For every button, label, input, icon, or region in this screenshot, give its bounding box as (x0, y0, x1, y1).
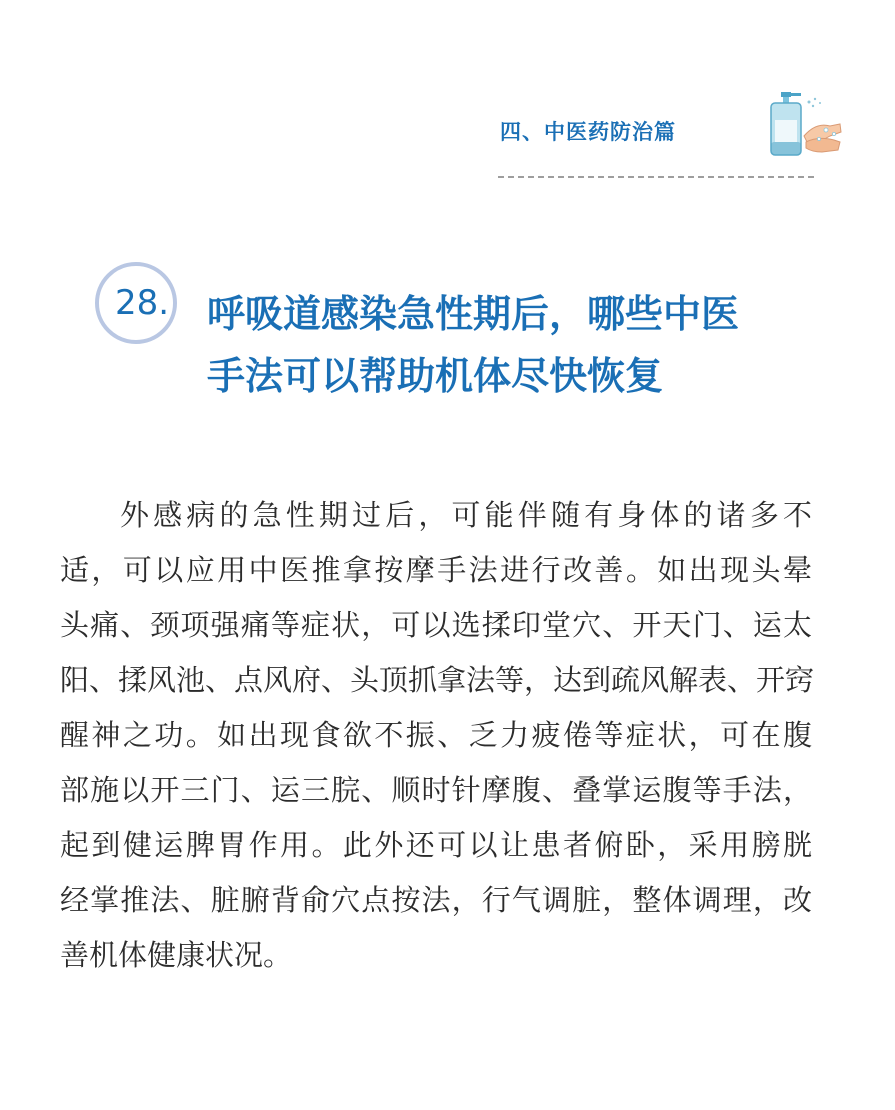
answer-paragraph (60, 488, 820, 983)
paragraph-line: 部施以开三门、运三脘、顺时针摩腹、叠掌运腹等手法， (60, 773, 812, 807)
paragraph-line: 适，可以应用中医推拿按摩手法进行改善。如出现头晕 (60, 553, 812, 587)
question-title (207, 283, 807, 407)
hand-sanitizer-icon (764, 92, 844, 156)
paragraph-line: 经掌推法、脏腑背俞穴点按法，行气调脏，整体调理，改 (60, 883, 812, 917)
paragraph-line: 外感病的急性期过后，可能伴随有身体的诸多不 (120, 498, 812, 532)
paragraph-line: 阳、揉风池、点风府、头顶抓拿法等，达到疏风解表、开窍 (60, 663, 815, 697)
paragraph-line: 起到健运脾胃作用。此外还可以让患者俯卧，采用膀胱 (60, 828, 812, 862)
question-number: 28. (114, 283, 170, 323)
paragraph-line: 善机体健康状况。 (60, 938, 293, 972)
question-title-line: 手法可以帮助机体尽快恢复 (207, 354, 664, 398)
paragraph-line: 头痛、颈项强痛等症状，可以选揉印堂穴、开天门、运太 (60, 608, 812, 642)
section-title: 四、中医药防治篇 (500, 120, 676, 144)
question-number-badge (95, 262, 177, 344)
question-title-line: 呼吸道感染急性期后，哪些中医 (207, 292, 740, 336)
paragraph-line: 醒神之功。如出现食欲不振、乏力疲倦等症状，可在腹 (60, 718, 812, 752)
header-divider (498, 176, 814, 178)
